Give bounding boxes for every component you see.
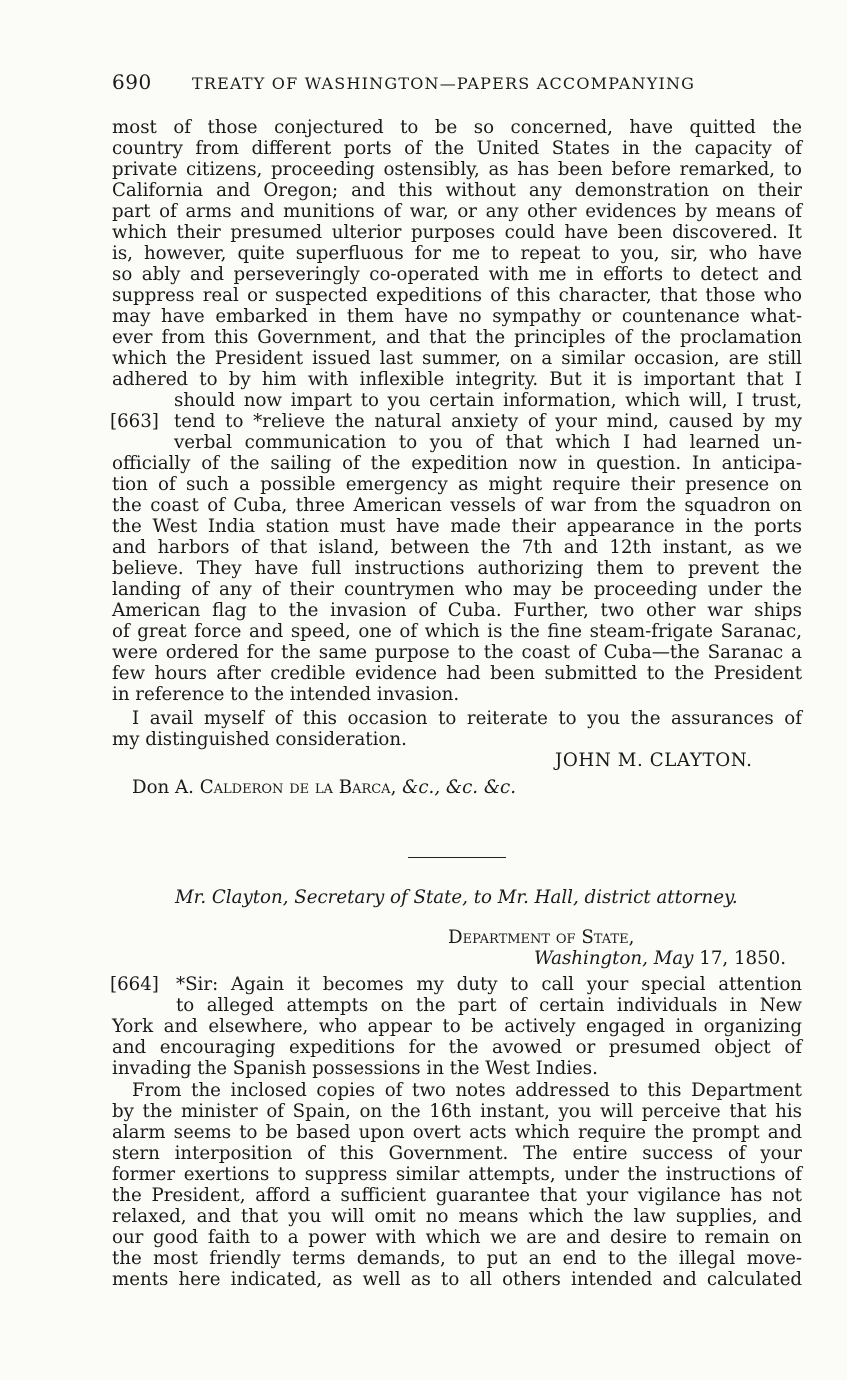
- text-line: verbal communication to you of that which I had learned un-: [174, 432, 802, 453]
- text-line: and harbors of that island, between the 7th and 12th instant, as we: [112, 537, 802, 558]
- margin-page-ref: [664]: [110, 974, 159, 995]
- text-line: the West India station must have made their appearance in the ports: [112, 516, 802, 537]
- running-title: TREATY OF WASHINGTON—PAPERS ACCOMPANYING: [192, 74, 696, 93]
- text-line: should now impart to you certain information, which will, I trust,: [174, 390, 802, 411]
- text-line: so ably and perseveringly co-operated with me in efforts to detect and: [112, 264, 802, 285]
- text-line: suppress real or suspected expeditions of this character, that those who: [112, 285, 802, 306]
- section-divider: [408, 857, 506, 858]
- text-line: in reference to the intended invasion.: [112, 684, 460, 705]
- text-line: our good faith to a power with which we are and desire to remain on: [112, 1227, 802, 1248]
- text-line: is, however, quite superfluous for me to repeat to you, sir, who have: [112, 243, 802, 264]
- text-line: landing of any of their countrymen who may be proceeding under the: [112, 579, 802, 600]
- text-line: alarm seems to be based upon overt acts which require the prompt and: [112, 1122, 802, 1143]
- text-line: the coast of Cuba, three American vessels of war from the squadron on: [112, 495, 802, 516]
- text-line: which the President issued last summer, on a similar occasion, are still: [112, 348, 802, 369]
- addressee-etc: &c., &c. &c.: [402, 777, 516, 798]
- addressee-name: A. Calderon de la Barca,: [175, 777, 397, 798]
- text-line: invading the Spanish possessions in the West Indies.: [112, 1058, 598, 1079]
- text-line: may have embarked in them have no sympathy or countenance what-: [112, 306, 802, 327]
- text-line: few hours after credible evidence had been submitted to the President: [112, 663, 802, 684]
- text-line: York and elsewhere, who appear to be actively engaged in organizing: [112, 1016, 802, 1037]
- running-header: [112, 72, 812, 100]
- text-line: believe. They have full instructions authorizing them to prevent the: [112, 558, 802, 579]
- text-line: tion of such a possible emergency as might require their presence on: [112, 474, 802, 495]
- addressee: [132, 777, 516, 798]
- text-line: the President, afford a sufficient guarantee that your vigilance has not: [112, 1185, 802, 1206]
- text-line: which their presumed ulterior purposes could have been discovered. It: [112, 222, 802, 243]
- text-line: most of those conjectured to be so concerned, have quitted the: [112, 117, 802, 138]
- text-line: I avail myself of this occasion to reiterate to you the assurances of: [132, 708, 802, 729]
- text-line: ments here indicated, as well as to all others intended and calculated: [112, 1269, 802, 1290]
- text-line: officially of the sailing of the expedition now in question. In anticipa-: [112, 453, 802, 474]
- addressee-prefix: Don: [132, 777, 170, 798]
- text-line: former exertions to suppress similar attempts, under the instructions of: [112, 1164, 802, 1185]
- letter2-title: Mr. Clayton, Secretary of State, to Mr. Hall, district attorney.: [175, 887, 738, 908]
- text-line: the most friendly terms demands, to put an end to the illegal move-: [112, 1248, 802, 1269]
- text-line: ever from this Government, and that the principles of the proclamation: [112, 327, 802, 348]
- letter2-dept: Department of State,: [448, 927, 635, 948]
- text-line: *Sir: Again it becomes my duty to call your special attention: [176, 974, 802, 995]
- text-line: my distinguished consideration.: [112, 729, 407, 750]
- margin-page-ref: [663]: [110, 411, 159, 432]
- text-line: private citizens, proceeding ostensibly, as has been before remarked, to: [112, 159, 802, 180]
- text-line: From the inclosed copies of two notes addressed to this Department: [132, 1080, 802, 1101]
- text-line: country from different ports of the United States in the capacity of: [112, 138, 802, 159]
- text-line: by the minister of Spain, on the 16th instant, you will perceive that his: [112, 1101, 802, 1122]
- text-line: California and Oregon; and this without any demonstration on their: [112, 180, 802, 201]
- text-line: tend to *relieve the natural anxiety of your mind, caused by my: [174, 411, 802, 432]
- text-line: stern interposition of this Government. The entire success of your: [112, 1143, 802, 1164]
- page-number: 690: [112, 70, 152, 94]
- text-line: of great force and speed, one of which is the fine steam-frigate Saranac,: [112, 621, 802, 642]
- place-date-italic: Washington, May: [534, 948, 694, 969]
- text-line: were ordered for the same purpose to the coast of Cuba—the Saranac a: [112, 642, 802, 663]
- letter2-place-date: [534, 948, 786, 969]
- text-line: to alleged attempts on the part of certain individuals in New: [176, 995, 802, 1016]
- text-line: relaxed, and that you will omit no means which the law supplies, and: [112, 1206, 802, 1227]
- text-line: part of arms and munitions of war, or any other evidences by means of: [112, 201, 802, 222]
- place-date-rest: 17, 1850.: [699, 948, 787, 969]
- text-line: American flag to the invasion of Cuba. Further, two other war ships: [112, 600, 802, 621]
- signature: JOHN M. CLAYTON.: [555, 750, 753, 771]
- text-line: adhered to by him with inflexible integrity. But it is important that I: [112, 369, 802, 390]
- text-line: and encouraging expeditions for the avowed or presumed object of: [112, 1037, 802, 1058]
